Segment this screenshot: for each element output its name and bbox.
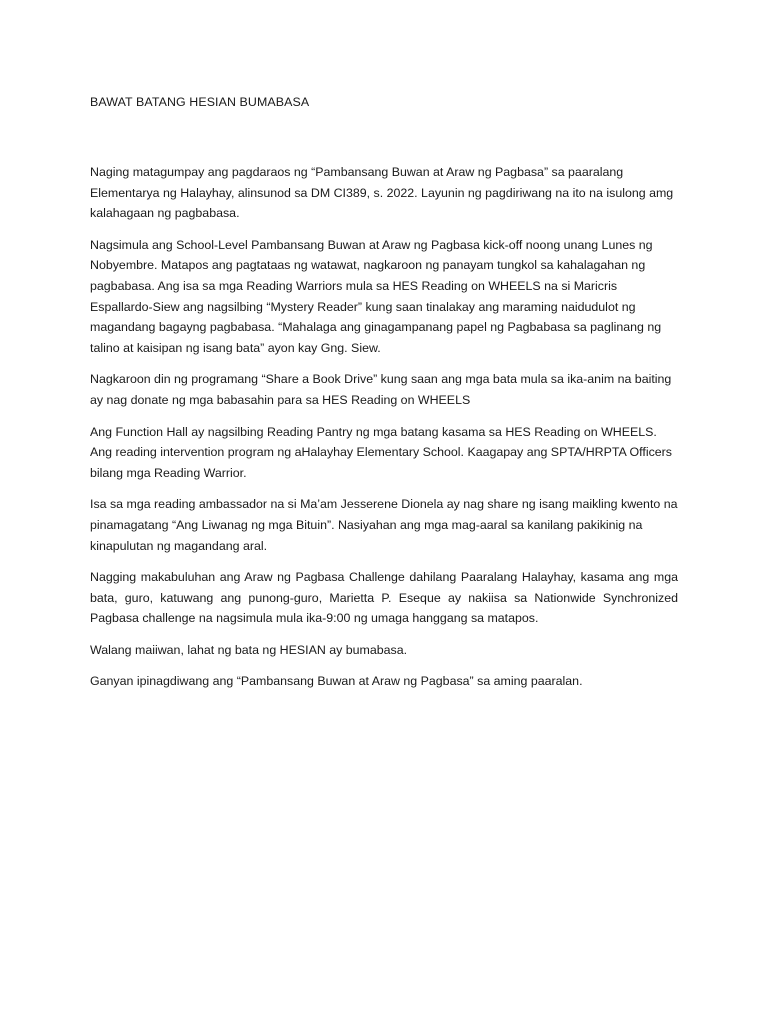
paragraph-reading-pantry: Ang Function Hall ay nagsilbing Reading Pantry ng mga batang kasama sa HES Reading on WHEELS. Ang reading intervention program ng aHalayhay Elementary School. Kaagapay ang SPTA/HRPTA Officers bilang mga Reading Warrior. <box>90 424 672 480</box>
paragraph-walang-maiiwan: Walang maiiwan, lahat ng bata ng HESIAN ay bumabasa. <box>90 642 408 657</box>
paragraph-kickoff: Nagsimula ang School-Level Pambansang Buwan at Araw ng Pagbasa kick-off noong unang Lunes ng Nobyembre. Matapos ang pagtataas ng watawat, nagkaroon ng panayam tungkol sa kahalagahan ng pagbabasa. Ang isa sa mga Reading Warriors mula sa HES Reading on WHEELS na si Maricris Espallardo-Siew ang nagsilbing “Mystery Reader” kung saan tinalakay ang maraming naidudulot ng magandang bagayng pagbabasa. “Mahalaga ang ginagampanang papel ng Pagbabasa sa paglinang ng talino at kaisipan ng isang bata” ayon kay Gng. Siew. <box>90 237 662 355</box>
paragraph-intro: Naging matagumpay ang pagdaraos ng “Pambansang Buwan at Araw ng Pagbasa” sa paaralang Elementarya ng Halayhay, alinsunod sa DM CI389, s. 2022. Layunin ng pagdiriwang na ito na isulong amg kalahagaan ng pagbabasa. <box>90 165 674 221</box>
document-title: BAWAT BATANG HESIAN BUMABASA <box>90 95 310 109</box>
paragraph-reading-ambassador: Isa sa mga reading ambassador na si Ma’am Jesserene Dionela ay nag share ng isang maikling kwento na pinamagatang “Ang Liwanag ng mga Bituin”. Nasiyahan ang mga mag-aaral sa kanilang pakikinig na kinapulutan ng magandang aral. <box>90 497 678 553</box>
document-page <box>90 94 678 703</box>
paragraph-closing: Ganyan ipinagdiwang ang “Pambansang Buwan at Araw ng Pagbasa” sa aming paaralan. <box>90 674 583 689</box>
paragraph-pagbasa-challenge: Nagging makabuluhan ang Araw ng Pagbasa Challenge dahilang Paaralang Halayhay, kasama ang mga bata, guro, katuwang ang punong-guro, Marietta P. Eseque ay nakiisa sa Nationwide Synchronized Pagbasa challenge na nagsimula mula ika-9:00 ng umaga hanggang sa matapos. <box>90 570 678 626</box>
paragraph-book-drive: Nagkaroon din ng programang “Share a Book Drive” kung saan ang mga bata mula sa ika-anim na baiting ay nag donate ng mga babasahin para sa HES Reading on WHEELS <box>90 372 672 407</box>
